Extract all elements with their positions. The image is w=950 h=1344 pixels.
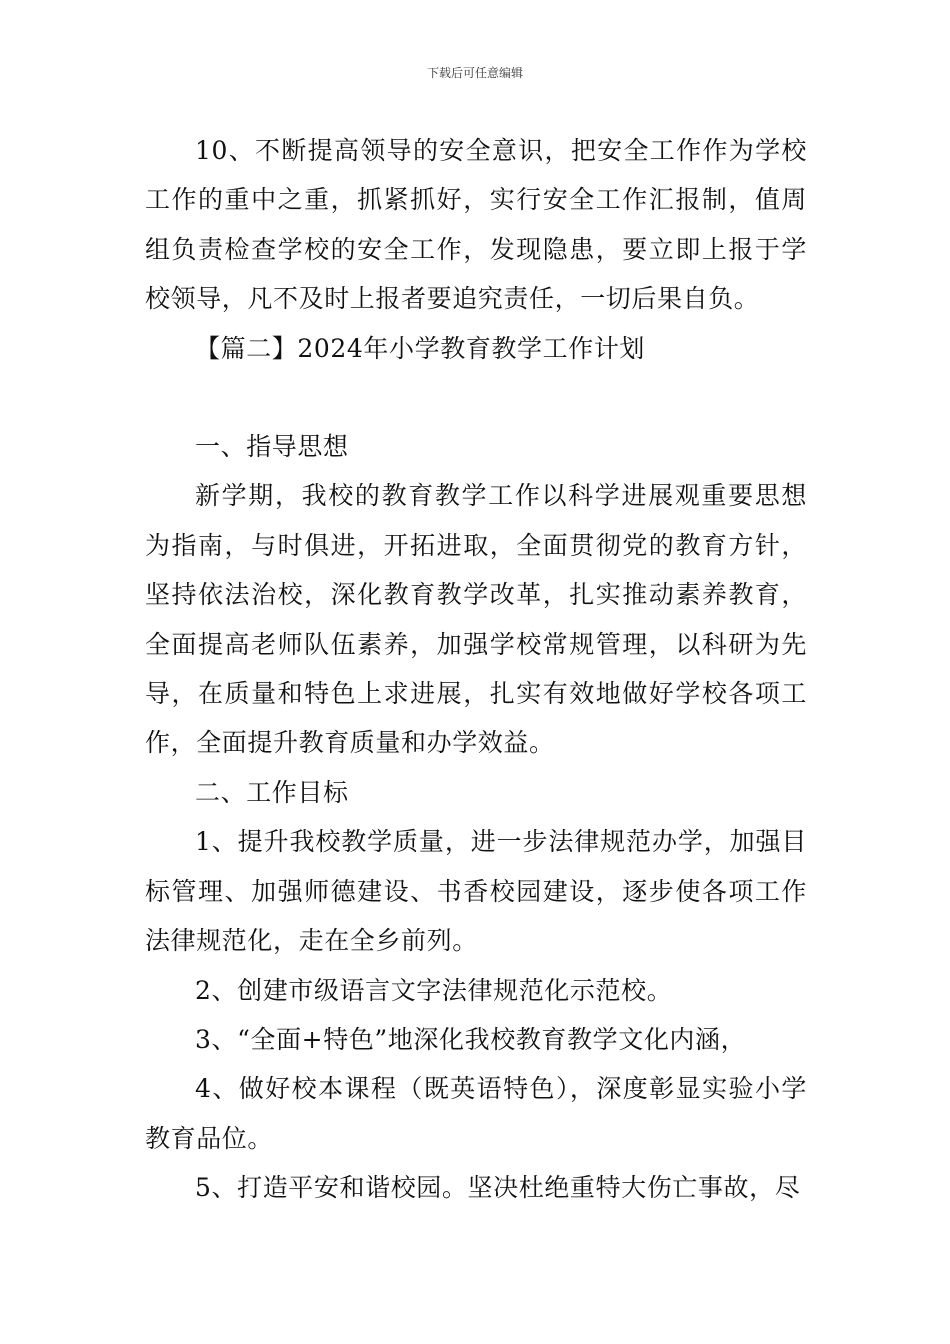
paragraph-goal-3: 3、“全面+特色”地深化我校教育教学文化内涵，: [195, 1024, 747, 1054]
blank-line: [145, 373, 807, 422]
paragraph-safety-item-10: 10、不断提高领导的安全意识，把安全工作作为学校工作的重中之重，抓紧抓好，实行安全工作汇报制，值周组负责检查学校的安全工作，发现隐患，要立即上报于学校领导，凡不及时上报者要追究责任，一切后果自负。: [145, 136, 807, 314]
paragraph-goal-2: 2、创建市级语言文字法律规范化示范校。: [195, 975, 673, 1005]
heading-work-goals: 二、工作目标: [195, 777, 349, 807]
document-body: [145, 126, 807, 1213]
page-header: 下载后可任意编辑: [426, 66, 523, 80]
section-title-part-two: 【篇二】2024年小学教育教学工作计划: [195, 333, 646, 363]
paragraph-goal-1: 1、提升我校教学质量，进一步法律规范办学，加强目标管理、加强师德建设、书香校园建设，逐步使各项工作法律规范化，走在全乡前列。: [145, 827, 807, 956]
paragraph-guiding-ideology: 新学期，我校的教育教学工作以科学进展观重要思想为指南，与时俱进，开拓进取，全面贯彻党的教育方针，坚持依法治校，深化教育教学改革，扎实推动素养教育，全面提高老师队伍素养，加强学校常规管理，以科研为先导，在质量和特色上求进展，扎实有效地做好学校各项工作，全面提升教育质量和办学效益。: [145, 481, 807, 758]
heading-guiding-ideology: 一、指导思想: [195, 432, 349, 462]
paragraph-goal-4: 4、做好校本课程（既英语特色），深度彰显实验小学教育品位。: [145, 1074, 807, 1153]
paragraph-goal-5: 5、打造平安和谐校园。坚决杜绝重特大伤亡事故，尽: [195, 1173, 801, 1203]
